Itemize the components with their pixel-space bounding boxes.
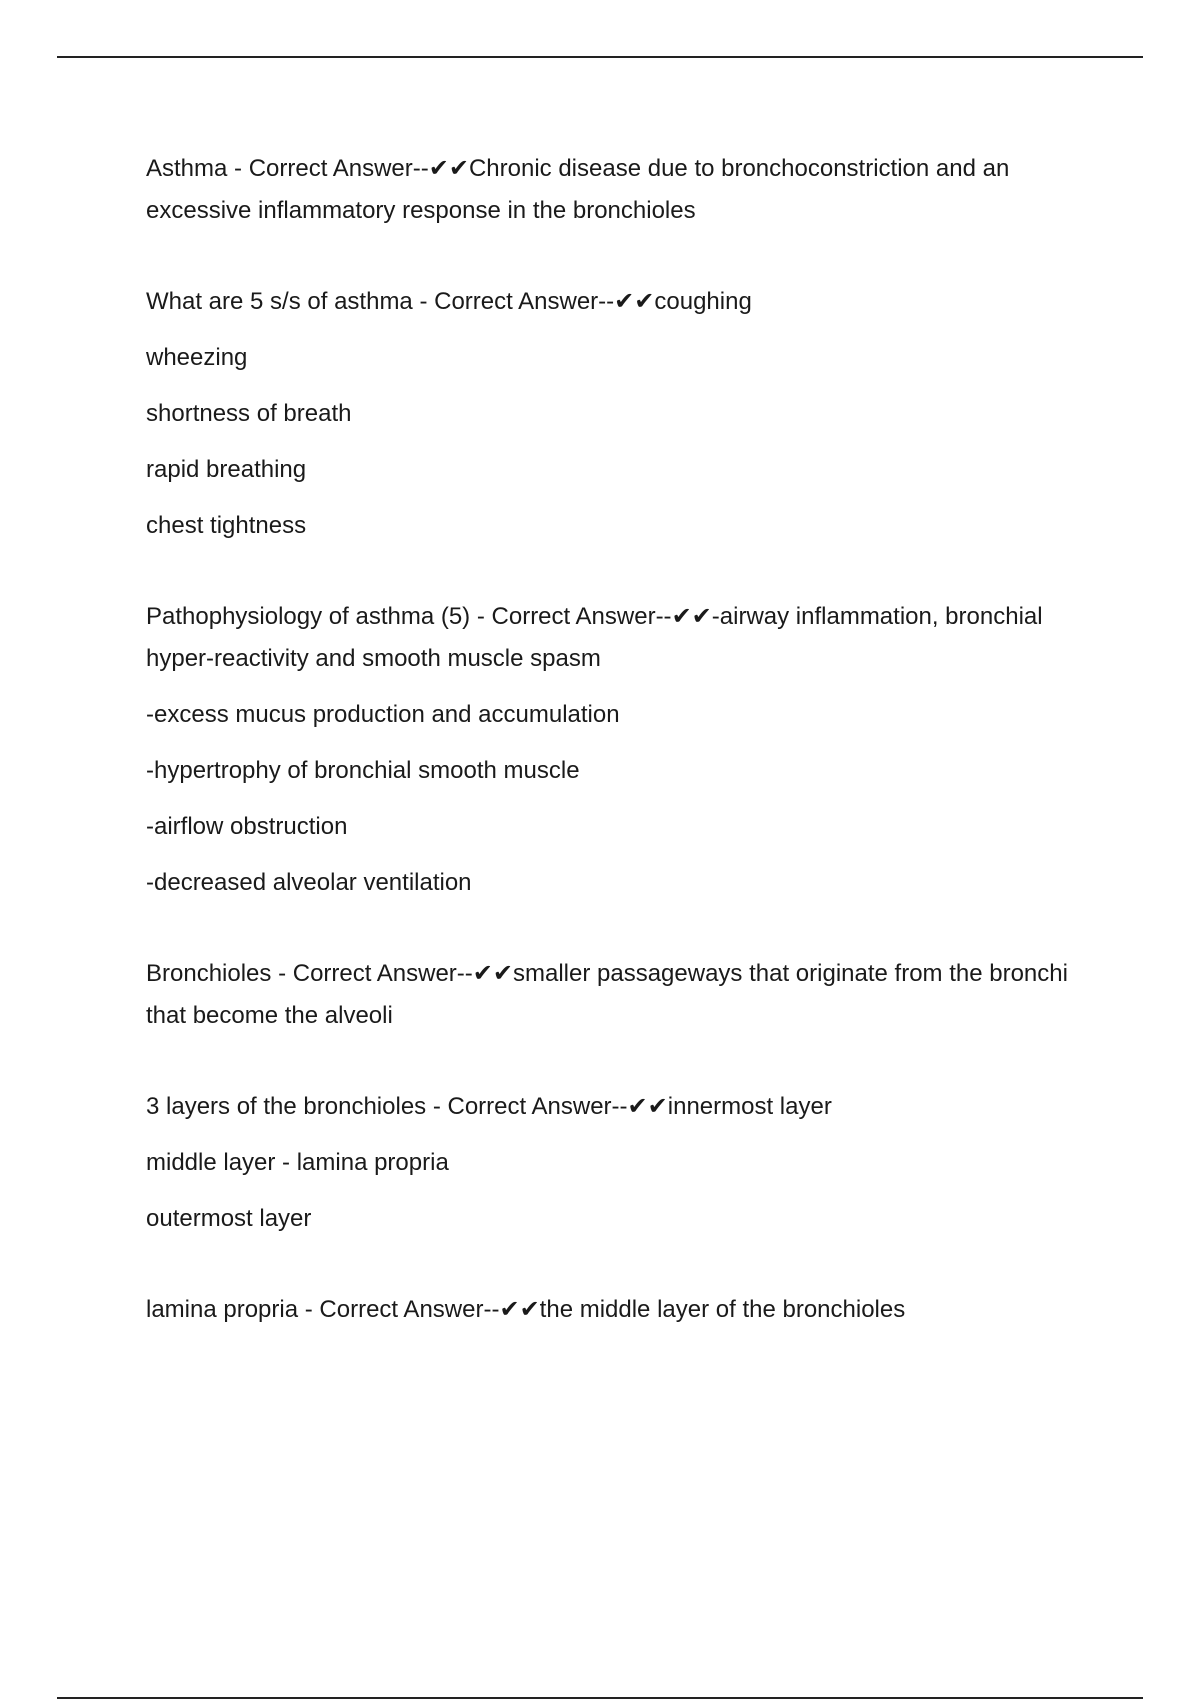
card-answer: innermost layer: [667, 1093, 832, 1120]
card-separator: - Correct Answer--: [227, 155, 429, 182]
answer-line: shortness of breath: [146, 400, 352, 427]
card-term: 3 layers of the bronchioles: [146, 1093, 427, 1120]
card-term: Pathophysiology of asthma (5): [146, 603, 471, 630]
flashcard-pathophysiology: [146, 595, 1106, 904]
answer-line: wheezing: [146, 344, 248, 371]
card-separator: - Correct Answer--: [298, 1296, 500, 1323]
card-separator: - Correct Answer--: [412, 288, 615, 315]
answer-line: chest tightness: [146, 512, 307, 539]
double-check-icon: ✔✔: [428, 154, 469, 182]
answer-line: -hypertrophy of bronchial smooth muscle: [146, 757, 580, 784]
answer-line: -decreased alveolar ventilation: [146, 869, 472, 896]
answer-line: -excess mucus production and accumulation: [146, 701, 620, 728]
card-line: [146, 1085, 1106, 1128]
card-answer: Chronic disease due to bronchoconstriction and an excessive inflammatory response in the bronchioles: [146, 155, 1010, 224]
answer-line: outermost layer: [146, 1205, 312, 1232]
double-check-icon: ✔✔: [499, 1295, 540, 1323]
card-separator: - Correct Answer--: [470, 603, 672, 630]
answer-line: middle layer - lamina propria: [146, 1149, 449, 1176]
card-answer: -airway inflammation, bronchial hyper-reactivity and smooth muscle spasm: [146, 603, 1043, 672]
card-answer: the middle layer of the bronchioles: [539, 1296, 906, 1323]
double-check-icon: ✔✔: [472, 959, 513, 987]
card-line: [146, 147, 1106, 232]
card-separator: - Correct Answer--: [271, 960, 473, 987]
double-check-icon: ✔✔: [627, 1092, 668, 1120]
answer-line: -airflow obstruction: [146, 813, 348, 840]
card-line: [146, 280, 1106, 323]
flashcard-asthma-signs: [146, 280, 1106, 547]
card-line: [146, 595, 1106, 680]
top-rule: [57, 56, 1143, 58]
double-check-icon: ✔✔: [614, 287, 655, 315]
card-line: [146, 1288, 1106, 1331]
flashcard-asthma: [146, 147, 1106, 232]
answer-line: rapid breathing: [146, 456, 307, 483]
document-body: [146, 147, 1106, 1379]
card-answer: smaller passageways that originate from the bronchi that become the alveoli: [146, 960, 1068, 1029]
flashcard-bronchioles: [146, 952, 1106, 1037]
double-check-icon: ✔✔: [671, 602, 712, 630]
card-term: Bronchioles: [146, 960, 272, 987]
card-term: Asthma: [146, 155, 228, 182]
flashcard-bronchiole-layers: [146, 1085, 1106, 1240]
card-term: What are 5 s/s of asthma: [146, 288, 413, 315]
card-answer: coughing: [654, 288, 752, 315]
bottom-rule: [57, 1697, 1143, 1699]
flashcard-lamina-propria: [146, 1288, 1106, 1331]
card-term: lamina propria: [146, 1296, 299, 1323]
card-separator: - Correct Answer--: [426, 1093, 628, 1120]
card-line: [146, 952, 1106, 1037]
